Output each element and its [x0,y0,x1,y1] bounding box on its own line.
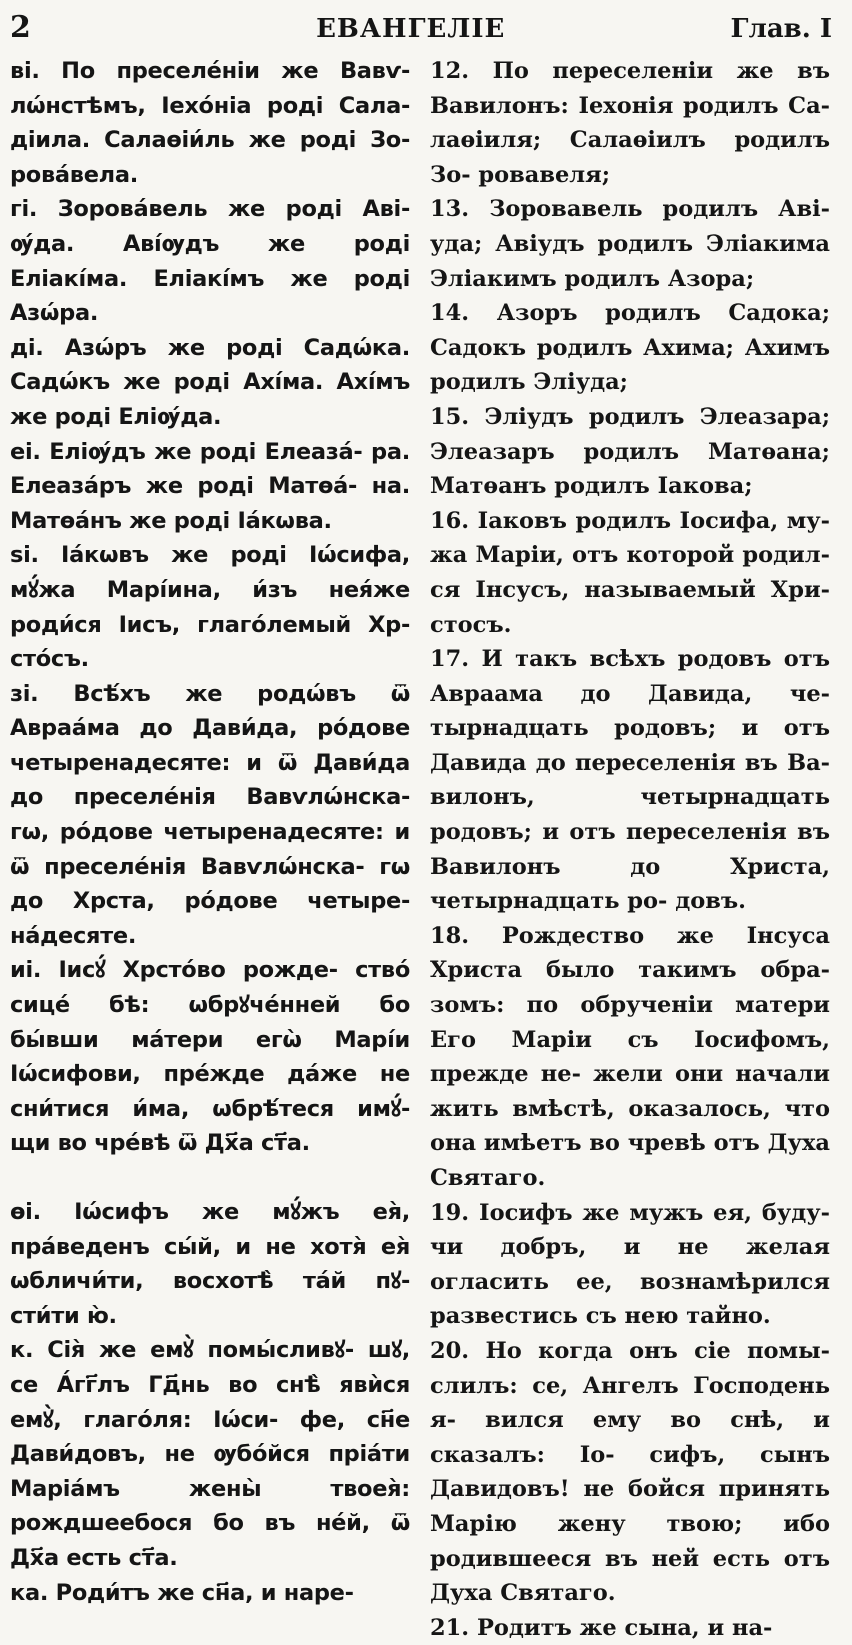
russian-verse-14: 14. Азоръ родилъ Садока; Садокъ родилъ Ахима; Ахимъ родилъ Эліуда; [430,300,830,396]
column-gap [10,1161,410,1195]
page-number: 2 [10,10,31,45]
slavonic-verse-13: гі. Зорова́вель же роді Аві- ѹ́да. Аві́ѹдъ же роді Еліакі́ма. Еліакі́мъ же роді Азѡ́ра. [10,196,410,327]
slavonic-verse-19: ѳі. Іѡ́сифъ же мꙋ́жъ ея̀, пра́веденъ сы́й, и не хотя̀ ея̀ ѡбличи́ти, восхотѣ̀ та́й пꙋ- сти́ти ю̀. [10,1199,410,1329]
slavonic-verse-21: ка. Роди́тъ же сн҃а, и наре- [10,1579,354,1606]
parallel-columns [10,54,832,1645]
russian-column [430,54,830,1645]
russian-verse-19: 19. Іосифъ же мужъ ея, буду- чи добръ, и не желая огласить ее, вознамѣрился развестись съ нею тайно. [430,1199,830,1330]
slavonic-verse-16: ѕі. Іа́кѡвъ же роді Іѡ́сифа, мꙋ́жа Марі́ина, и́зъ нея́же роди́ся Іисъ, глаго́лемый Хр- сто́съ. [10,542,410,673]
slavonic-verse-15: еі. Еліѹ́дъ же роді Елеаза́- ра. Елеаза́ръ же роді Матѳа́- на. Матѳа́нъ же роді Іа́кѡва. [10,438,410,534]
russian-verse-12: 12. По переселеніи же въ Вавилонъ: Іехонія родилъ Са- лаѳіиля; Салаѳіилъ родилъ Зо- ровавеля; [430,58,830,188]
slavonic-column [10,54,410,1645]
page-header [10,10,832,54]
slavonic-verse-12: ві. По преселе́ніи же Вавѵ- лѡ́нстѣмъ, Іехо́ніа роді Сала- діила. Салаѳіи́ль же роді Зо- рова́вела. [10,58,410,188]
chapter-label: Глав. І [730,14,832,44]
slavonic-verse-14: ді. Азѡ́ръ же роді Садѡ́ка. Садѡ́къ же роді Ахі́ма. Ахі́мъ же роді Еліѹ́да. [10,334,410,430]
slavonic-verse-20: к. Сія̀ же емꙋ̀ помы́сливꙋ- шꙋ, се А́гг҃лъ Гд҃нь во снѣ̀ явѝся емꙋ̀, глаго́ля: Іѡ́си- фе, сн҃е Дави́довъ, не ѹбо́йся пріа́ти Маріа́мъ жены̀ твоея̀: рождшеебося бо въ не́й, ѿ Дх҃а есть ст҃а. [10,1337,410,1571]
russian-verse-13: 13. Зоровавель родилъ Аві- уда; Авіудъ родилъ Эліакима Эліакимъ родилъ Азора; [430,196,830,292]
russian-verse-16: 16. Іаковъ родилъ Іосифа, му- жа Маріи, отъ которой родил- ся Інсусъ, называемый Хри- стосъ. [430,507,830,638]
running-title: ЕВАНГЕЛІЕ [316,14,506,44]
slavonic-verse-18: иі. Іисꙋ́ Хрсто́во рожде- ство́ сице́ бѣ: ѡбрꙋче́нней бо бы́вши ма́тери егѡ̀ Марі́и Іѡ́сифови, пре́жде да́же не сни́тися и́ма, ѡбрѣ́теся имꙋ́- щи во чре́вѣ ѿ Дх҃а ст҃а. [10,957,410,1157]
russian-verse-18: 18. Рождество же Інсуса Христа было такимъ обра- зомъ: по обрученіи матери Его Маріи съ Іосифомъ, прежде не- жели они начали жить вмѣстѣ, оказалось, что она имѣетъ во чревѣ отъ Духа Святаго. [430,922,831,1191]
russian-verse-17: 17. И такъ всѣхъ родовъ отъ Авраама до Давида, че- тырнадцать родовъ; и отъ Давида до переселенія въ Ва- вилонъ, четырнадцать родовъ; и отъ переселенія въ Вавилонъ до Христа, четырнадцать ро- довъ. [430,646,830,915]
slavonic-verse-17: зі. Всѣ́хъ же родѡ́въ ѿ Авраа́ма до Дави́да, ро́дове четыренадесяте: и ѿ Дави́да до преселе́нія Вавѵлѡ́нска- гѡ, ро́дове четыренадесяте: и ѿ преселе́нія Вавѵлѡ́нска- гѡ до Хрста, ро́дове четыре- на́десяте. [10,680,410,949]
russian-verse-15: 15. Эліудъ родилъ Элеазара; Элеазаръ родилъ Матѳана; Матѳанъ родилъ Іакова; [430,403,830,500]
russian-verse-20: 20. Но когда онъ сіе помы- слилъ: се, Ангелъ Господень я- вился ему во снѣ, и сказалъ: Іо- сифъ, сынъ Давидовъ! не бойся принять Марію жену твою; ибо родившееся въ ней есть отъ Духа Святаго. [430,1337,830,1607]
russian-verse-21: 21. Родитъ же сына, и на- [430,1614,773,1641]
